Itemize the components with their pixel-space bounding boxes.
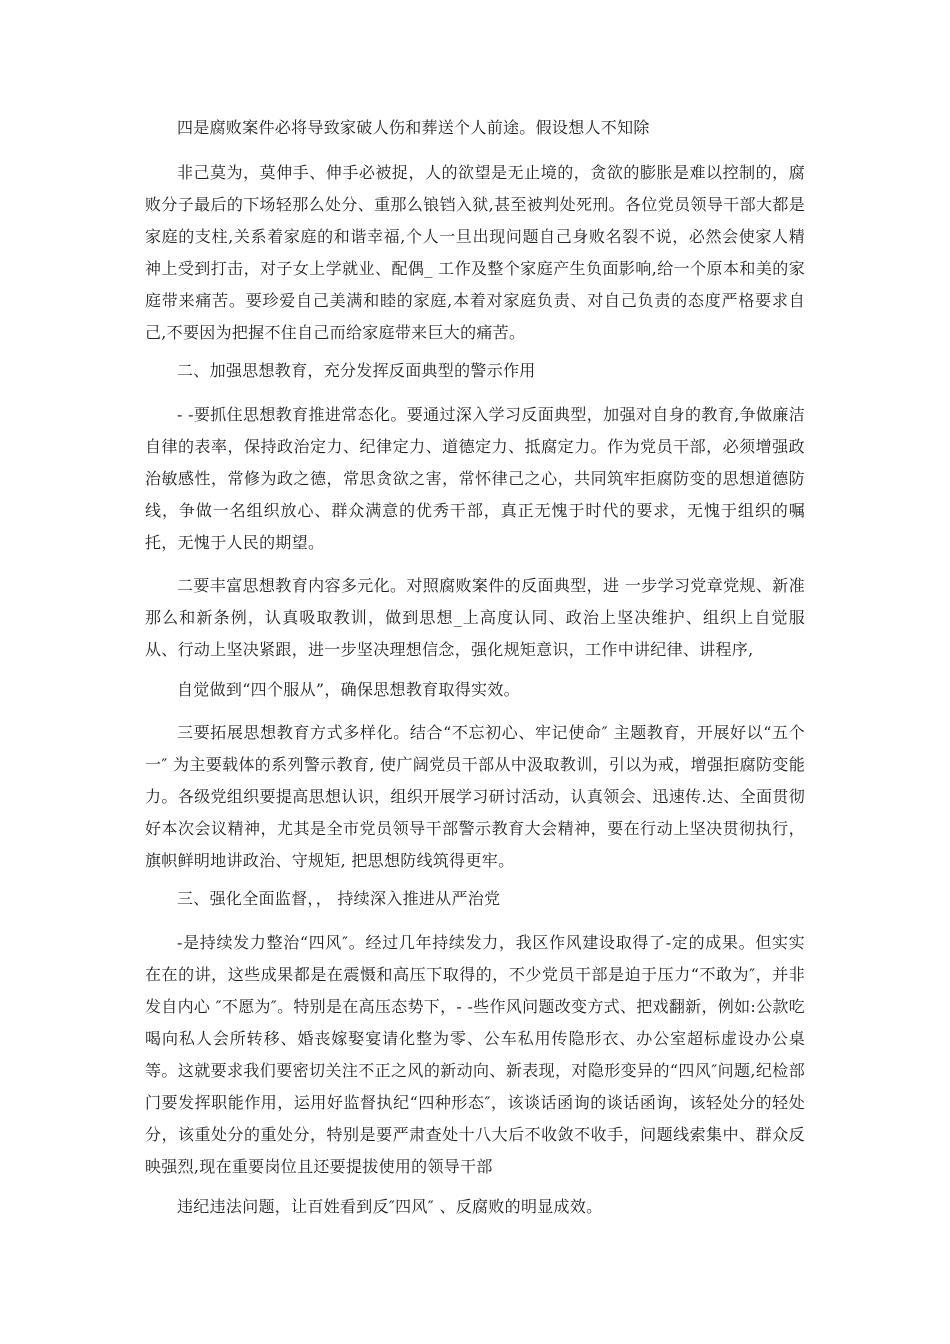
section-heading-2: 二、加强思想教育，充分发挥反面典型的警示作用 <box>177 361 536 380</box>
paragraph-4: 二要丰富思想教育内容多元化。对照腐败案件的反面典型，进 一步学习党章党规、新准那么和新条例，认真吸取教训，做到思想_上高度认同、政治上坚决维护、组织上自觉服从、行动上坚决紧跟，进一步坚决理想信念，强化规矩意识，工作中讲纪律、讲程序, <box>145 576 805 659</box>
paragraph-3: - -要抓住思想教育推进常态化。要通过深入学习反面典型，加强对自身的教育,争做廉洁自律的表率，保持政治定力、纪律定力、道德定力、抵腐定力。作为党员干部，必须增强政治敏感性，常修为政之德，常思贪欲之害，常怀律己之心，共同筑牢拒腐防变的思想道德防线，争做一名组织放心、群众满意的优秀干部，真正无愧于时代的要求，无愧于组织的嘱托，无愧于人民的期望。 <box>145 405 805 552</box>
section-heading-3: 三、强化全面监督，， 持续深入推进从严治党 <box>177 889 501 908</box>
paragraph-5: 自觉做到“四个服从”，确保思想教育取得实效。 <box>177 680 520 699</box>
paragraph-8: 违纪违法问题，让百姓看到反″四风″ 、反腐败的明显成效。 <box>177 1197 603 1216</box>
paragraph-7: -是持续发力整治“四风″。经过几年持续发力，我区作风建设取得了-定的成果。但实实在在的讲，这些成果都是在震慑和高压下取得的，不少党员干部是迫于压力“不敢为″，并非发自内心 ″不愿为″。特别是在高压态势下，- -些作风问题改变方式、把戏翻新，例如:公款吃喝向私人会所转移、婚丧嫁娶宴请化整为零、公车私用传隐形衣、办公室超标虚设办公桌等。这就要求我们要密切关注不正之风的新动向、新表现，对隐形变异的“四风″问题,纪检部门要发挥职能作用，运用好监督执纪“四种形态″，该谈话函询的谈话函询，该轻处分的轻处分，该重处分的重处分，特别是要严肃查处十八大后不收敛不收手，问题线索集中、群众反映强烈,现在重要岗位且还要提拔使用的领导干部 <box>145 933 805 1176</box>
paragraph-1: 四是腐败案件必将导致家破人伤和葬送个人前途。假设想人不知除 <box>177 118 650 137</box>
paragraph-2: 非己莫为，莫伸手、伸手必被捉，人的欲望是无止境的，贪欲的膨胀是难以控制的，腐败分子最后的下场轻那么处分、重那么锒铛入狱,甚至被判处死刑。各位党员领导干部大都是家庭的支柱,关系着家庭的和谐幸福,个人一旦出现问题自己身败名裂不说，必然会使家人精 神上受到打击，对子女上学就业、配偶_ 工作及整个家庭产生负面影响,给一个原本和美的家庭带来痛苦。要珍爱自己美满和睦的家庭,本着对家庭负责、对自己负责的态度严格要求自己,不要因为把握不住自己而给家庭带来巨大的痛苦。 <box>145 163 805 342</box>
paragraph-6: 三要拓展思想教育方式多样化。结合“不忘初心、牢记使命″ 主题教育，开展好以“五个一″ 为主要载体的系列警示教育, 使广阔党员干部从中汲取教训，引以为戒，增强拒腐防变能力。各级党组织要提高思想认识，组织开展学习研讨活动，认真领会、迅速传.达、全面贯彻好本次会议精神，尤其是全市党员领导干部警示教育大会精神，要在行动上坚决贯彻执行，旗帜鲜明地讲政治、守规矩, 把思想防线筑得更牢。 <box>145 723 805 870</box>
